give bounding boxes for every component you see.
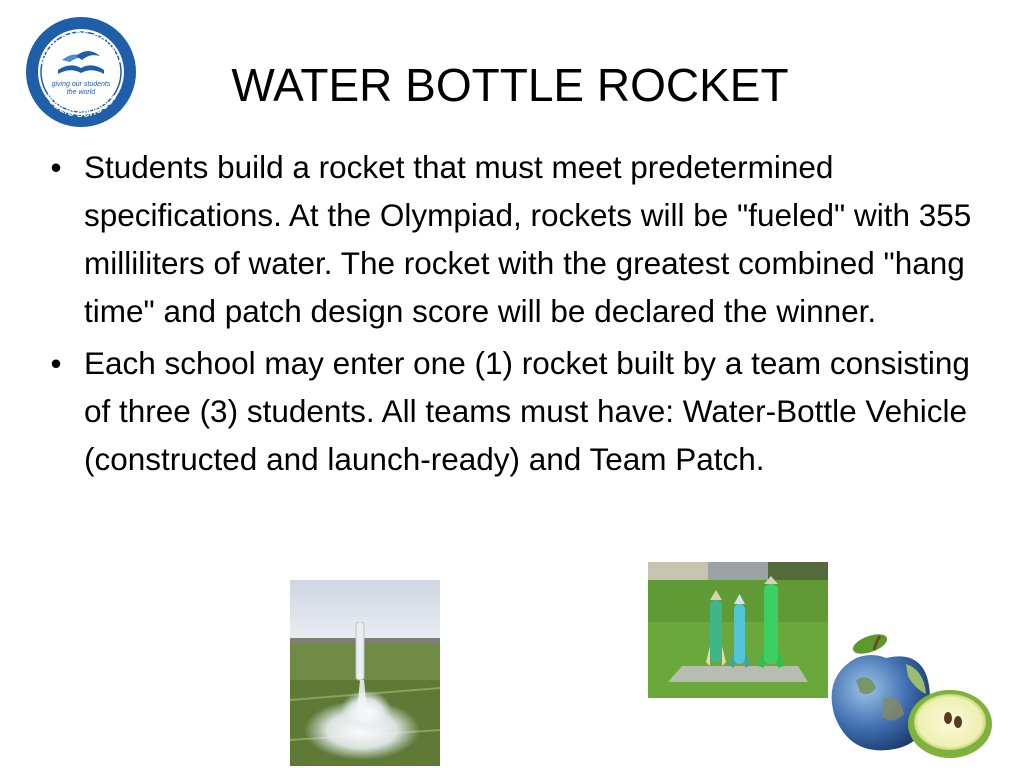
bullet-list — [46, 143, 996, 487]
logo-slogan-line2: the world — [66, 89, 96, 96]
bullet-dot: • — [50, 345, 62, 381]
bullet-item — [46, 339, 996, 483]
bullet-dot: • — [50, 149, 62, 185]
bullet-item — [46, 143, 996, 335]
school-district-logo — [24, 16, 138, 128]
water-rocket-launch-photo — [290, 580, 440, 766]
water-bottle-rockets-photo — [648, 562, 828, 698]
bullet-text-team-requirements: Each school may enter one (1) rocket built by a team consisting of three (3) students. All teams must have: Water-Bottle Vehicle (constructed and launch-ready) and Team Patch. — [84, 345, 970, 477]
apple-earth-graphic — [826, 628, 994, 768]
slide-title: WATER BOTTLE ROCKET — [231, 59, 789, 111]
bullet-text-rocket-specifications: Students build a rocket that must meet predetermined specifications. At the Olympiad, rockets will be "fueled" with 355 milliliters of water. The rocket with the greatest combined "hang time" and patch design score will be declared the winner. — [84, 149, 972, 329]
logo-bottom-text: PUBLIC SCHOOLS — [43, 91, 119, 120]
logo-top-text: MIAMI-DADE COUNTY — [37, 28, 125, 67]
logo-slogan-line1: giving our students — [51, 81, 111, 88]
